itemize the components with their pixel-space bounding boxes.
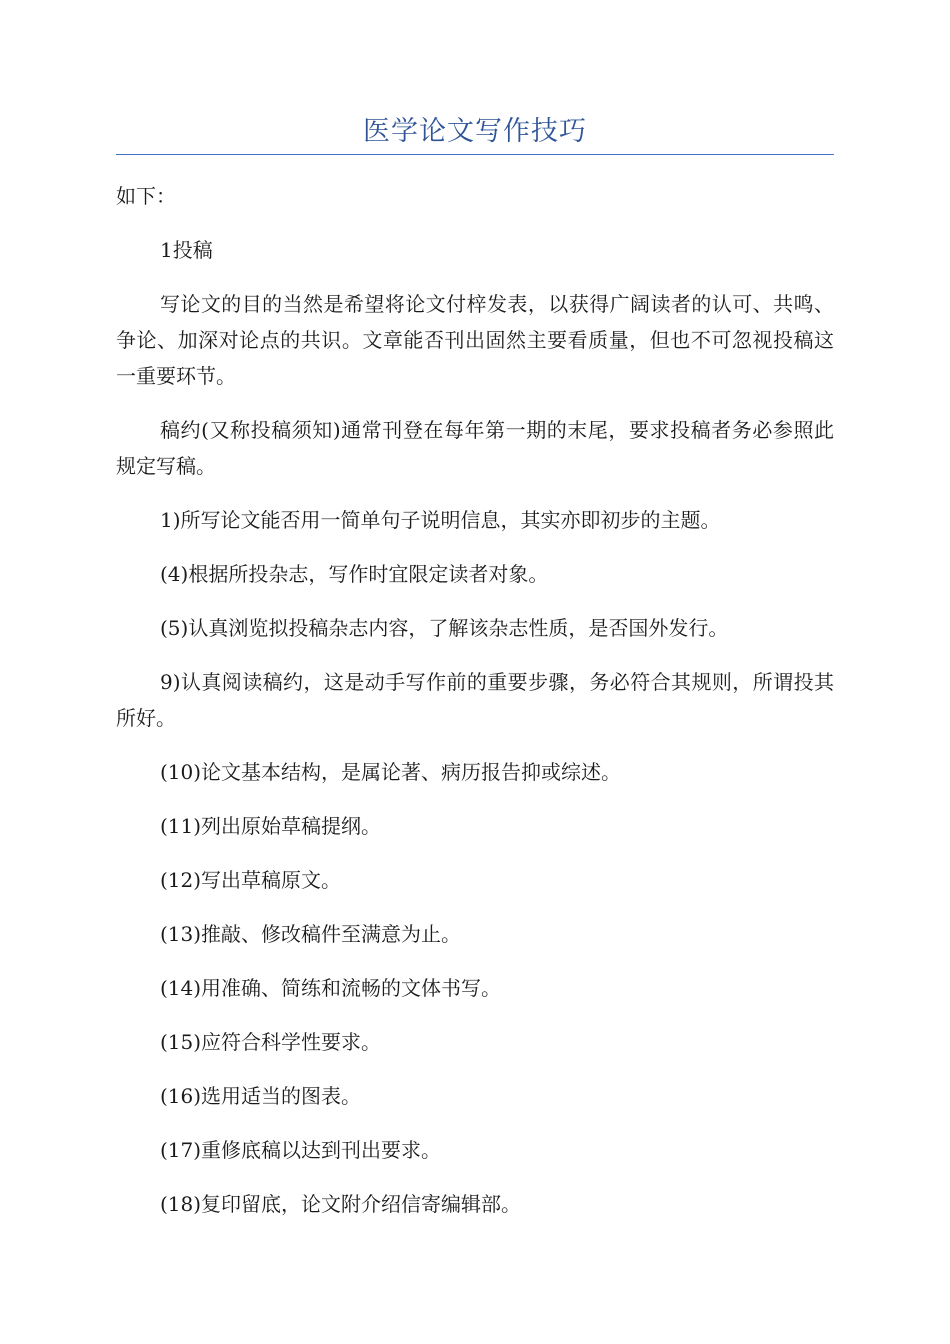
list-item: (17)重修底稿以达到刊出要求。	[160, 1138, 442, 1162]
list-item: (16)选用适当的图表。	[160, 1084, 362, 1108]
list-item: (15)应符合科学性要求。	[160, 1030, 382, 1054]
list-item: (13)推敲、修改稿件至满意为止。	[160, 922, 462, 946]
page-title: 医学论文写作技巧	[363, 116, 587, 147]
list-item: (11)列出原始草稿提纲。	[160, 814, 382, 838]
list-item: (4)根据所投杂志，写作时宜限定读者对象。	[160, 562, 549, 586]
paragraph-intro: 如下：	[116, 184, 176, 208]
list-item: 1)所写论文能否用一简单句子说明信息，其实亦即初步的主题。	[160, 508, 721, 532]
section-heading-submission: 1投稿	[160, 238, 213, 262]
title-underline	[116, 154, 834, 155]
list-item: (5)认真浏览拟投稿杂志内容，了解该杂志性质，是否国外发行。	[160, 616, 729, 640]
list-item: (14)用准确、简练和流畅的文体书写。	[160, 976, 502, 1000]
paragraph: 稿约(又称投稿须知)通常刊登在每年第一期的末尾，要求投稿者务必参照此规定写稿。	[116, 418, 834, 478]
list-item: 9)认真阅读稿约，这是动手写作前的重要步骤，务必符合其规则，所谓投其所好。	[116, 670, 834, 730]
list-item: (18)复印留底，论文附介绍信寄编辑部。	[160, 1192, 522, 1216]
paragraph: 写论文的目的当然是希望将论文付梓发表，以获得广阔读者的认可、共鸣、争论、加深对论点的共识。文章能否刊出固然主要看质量，但也不可忽视投稿这一重要环节。	[116, 292, 834, 388]
list-item: (12)写出草稿原文。	[160, 868, 342, 892]
document-body	[116, 178, 834, 1240]
list-item: (10)论文基本结构，是属论著、病历报告抑或综述。	[160, 760, 622, 784]
